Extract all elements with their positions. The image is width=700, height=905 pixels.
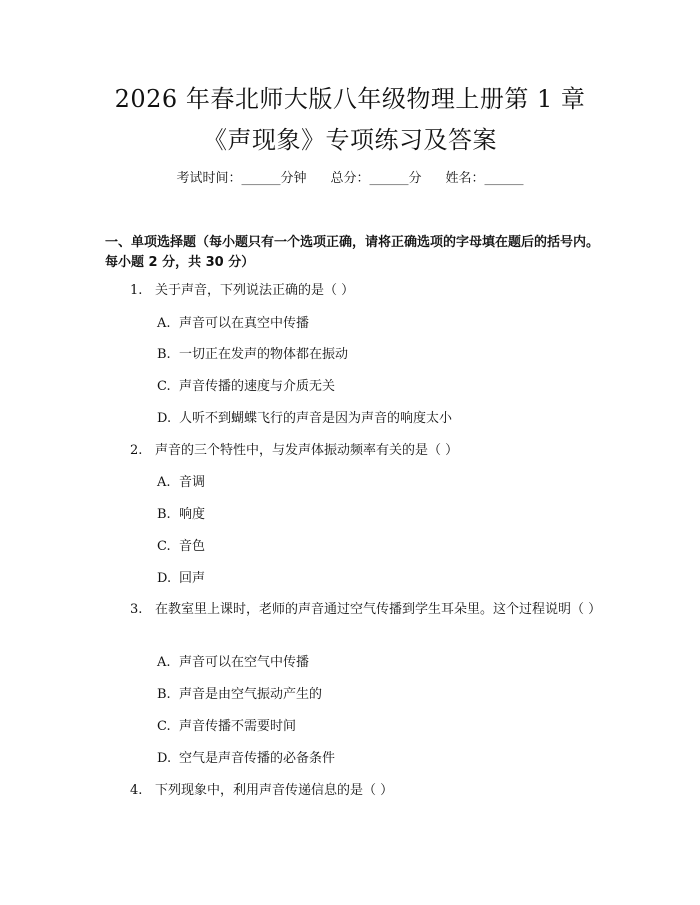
option-label: C. — [157, 539, 171, 554]
exam-time-field: 考试时间：______分钟 — [176, 171, 307, 186]
option-label: A. — [157, 475, 171, 490]
option-label: A. — [157, 316, 171, 331]
option-text: 声音是由空气振动产生的 — [179, 687, 323, 702]
section-heading: 一、单项选择题（每小题只有一个选项正确，请将正确选项的字母填在题后的括号内。每小题 2 分，共 30 分） — [105, 235, 600, 270]
option — [157, 409, 452, 429]
option-text: 声音传播的速度与介质无关 — [179, 379, 336, 394]
question — [105, 600, 605, 620]
option-text: 声音传播不需要时间 — [179, 719, 297, 734]
option — [157, 314, 309, 334]
option — [157, 473, 205, 493]
option-label: A. — [157, 655, 171, 670]
option-text: 声音可以在真空中传播 — [179, 316, 310, 331]
option-label: C. — [157, 379, 171, 394]
option — [157, 377, 335, 397]
option-text: 音调 — [179, 475, 206, 490]
question-text: 下列现象中，利用声音传递信息的是（ ） — [155, 783, 394, 798]
question-number: 3. — [130, 602, 143, 617]
option-text: 音色 — [179, 539, 206, 554]
option — [157, 717, 296, 737]
document-title-line-1: 2026 年春北师大版八年级物理上册第 1 章 — [114, 85, 586, 113]
question-number: 2. — [130, 443, 143, 458]
option-label: B. — [157, 687, 171, 702]
option-text: 回声 — [179, 571, 206, 586]
document-title-line-2: 《声现象》专项练习及答案 — [203, 126, 497, 154]
option-label: B. — [157, 347, 171, 362]
option-label: D. — [157, 411, 172, 426]
option — [157, 749, 335, 769]
question-number: 4. — [130, 783, 143, 798]
option-label: D. — [157, 571, 172, 586]
option — [157, 653, 309, 673]
name-field: 姓名：______ — [445, 171, 524, 186]
option-label: D. — [157, 751, 172, 766]
option — [157, 505, 205, 525]
option-text: 声音可以在空气中传播 — [179, 655, 310, 670]
option-text: 一切正在发声的物体都在振动 — [179, 347, 349, 362]
option — [157, 537, 205, 557]
option-label: B. — [157, 507, 171, 522]
option — [157, 345, 348, 365]
option — [157, 685, 322, 705]
option — [157, 569, 205, 589]
option-label: C. — [157, 719, 171, 734]
question-text: 在教室里上课时，老师的声音通过空气传播到学生耳朵里。这个过程说明（ ） — [155, 602, 602, 617]
option-text: 人听不到蝴蝶飞行的声音是因为声音的响度太小 — [179, 411, 453, 426]
exam-meta — [0, 172, 700, 185]
option-text: 空气是声音传播的必备条件 — [179, 751, 336, 766]
option-text: 响度 — [179, 507, 206, 522]
question-text: 关于声音，下列说法正确的是（ ） — [155, 283, 355, 298]
question-number: 1. — [130, 283, 143, 298]
total-score-field: 总分：______分 — [330, 171, 422, 186]
question-text: 声音的三个特性中，与发声体振动频率有关的是（ ） — [155, 443, 459, 458]
